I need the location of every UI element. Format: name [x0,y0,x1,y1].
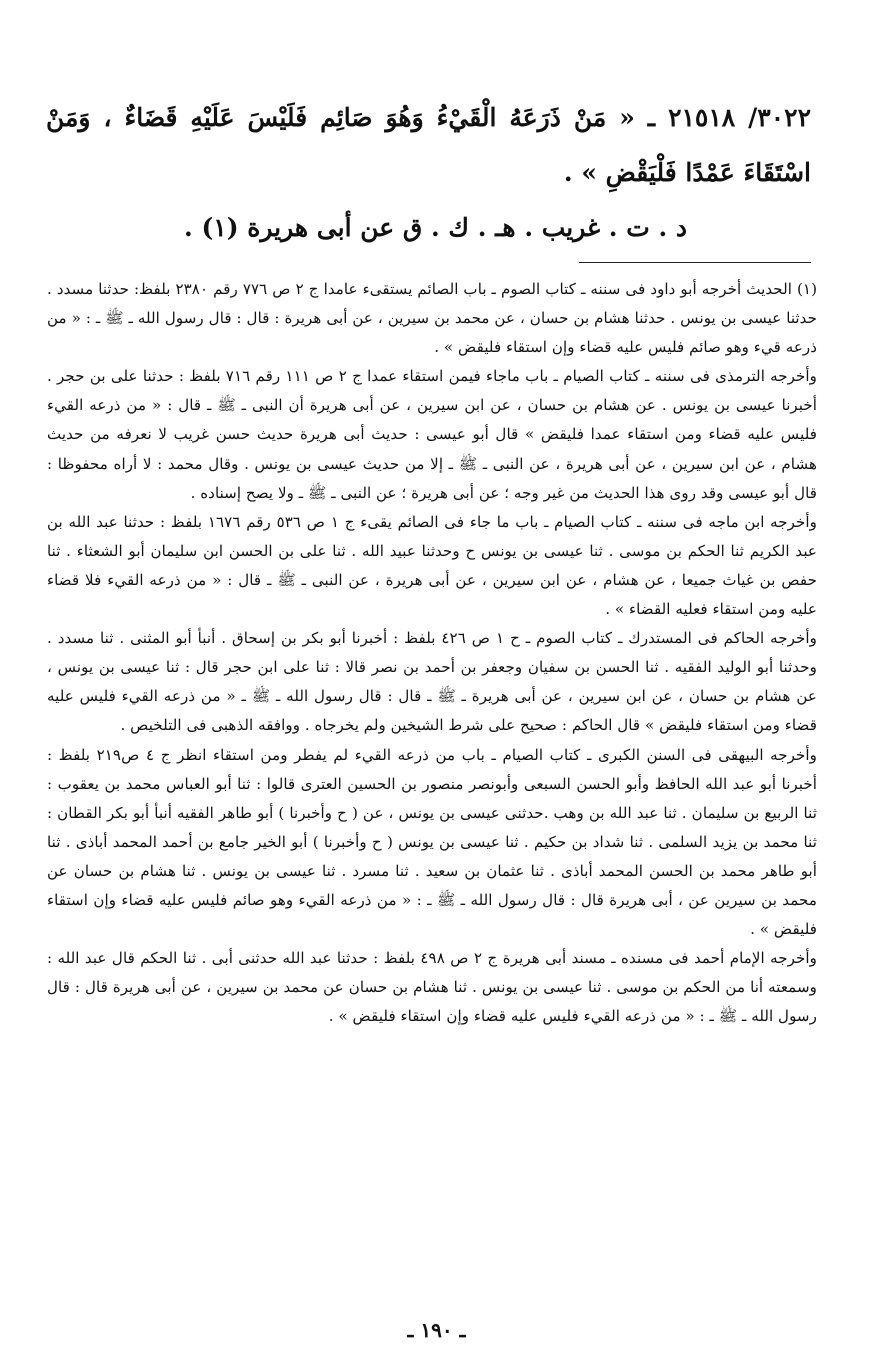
hadith-attribution: د . ت . غريب . هـ . ك . ق عن أبى هريرة (١) . [184,213,687,242]
hadith-block [46,90,811,255]
footnote-paragraph: وأخرجه الترمذى فى سننه ـ كتاب الصيام ـ باب ماجاء فيمن استقاء عمدا ج ٢ ص ١١١ رقم ٧١٦ بلفظ : حدثنا على بن حجر . أخبرنا عيسى بن يونس . عن هشام بن حسان ، عن ابن سيرين ، عن أبى هريرة أن النبى ـ ﷺ ـ قال : « من ذرعه القيء فليس عليه قضاء ومن استقاء عمدا فليقض » قال أبو عيسى : حديث أبى هريرة حديث حسن غريب لا نعرفه من حديث هشام ، عن ابن سيرين ، عن أبى هريرة ، عن النبى ـ ﷺ ـ إلا من حديث عيسى بن يونس . وقال محمد : لا أراه محفوظا : قال أبو عيسى وقد روى هذا الحديث من غير وجه ؛ عن أبى هريرة ؛ عن النبى ـ ﷺ ـ ولا يصح إسناده . [47,367,817,502]
footnote-paragraph: وأخرجه ابن ماجه فى سننه ـ كتاب الصيام ـ باب ما جاء فى الصائم يقىء ج ١ ص ٥٣٦ رقم ١٦٧٦ بلفظ : حدثنا عبد الله بن عبد الكريم ثنا الحكم بن موسى . ثنا عيسى بن يونس ح وحدثنا عبيد الله . ثنا على بن الحسن ابن سليمان أبو الشعثاء . ثنا حفص بن غياث جميعا ، عن هشام ، عن ابن سيرين ، عن أبى هريرة ، عن النبى ـ ﷺ ـ قال : « من ذرعه القيء فلا قضاء عليه ومن استقاء فعليه القضاء » . [47,512,817,619]
footnote-paragraph: (١) الحديث أخرجه أبو داود فى سننه ـ كتاب الصوم ـ باب الصائم يستقىء عامدا ج ٢ ص ٧٧٦ رقم ٢٣٨٠ بلفظ: حدثنا مسدد . حدثنا عيسى بن يونس . حدثنا هشام بن حسان ، عن محمد بن سيرين ، عن أبى هريرة : قال : قال رسول الله ـ ﷺ ـ : « من ذرعه قيء وهو صائم فليس عليه قضاء وإن استقاء فليقض » . [47,280,817,357]
footnote-paragraph: وأخرجه البيهقى فى السنن الكبرى ـ كتاب الصيام ـ باب من ذرعه القيء لم يفطر ومن استقاء انظر ج ٤ ص٢١٩ بلفظ : أخبرنا أبو عبد الله الحافظ وأبو الحسن السبعى وأبونصر منصور بن الحسين العترى قالوا : ثنا أبو العباس محمد بن يعقوب : ثنا الربيع بن سليمان . ثنا عبد الله بن وهب .حدثنى عيسى بن يونس ، عن ( ح وأخبرنا ) أبو طاهر الفقيه أنبأ أبو بكر القطان : ثنا محمد بن يزيد السلمى . ثنا شداد بن حكيم . ثنا عيسى بن يونس ( ح وأخبرنا ) أبو الخير جامع بن أحمد المحمد أباذى . ثنا أبو طاهر محمد بن الحسن المحمد أباذى . ثنا عثمان بن سعيد . ثنا مسرد . ثنا عيسى بن يونس . ثنا هشام بن حسان عن محمد بن سيرين عن ، أبى هريرة قال : قال رسول الله ـ ﷺ ـ : « من ذرعه القيء وهو صائم فليس عليه قضاء وإن استقاء فليقض » . [47,745,817,939]
footnote-block [47,275,817,1031]
footnote-divider [579,262,811,263]
footnote-paragraph: وأخرجه الإمام أحمد فى مسنده ـ مسند أبى هريرة ج ٢ ص ٤٩٨ بلفظ : حدثنا عبد الله حدثنى أبى . ثنا الحكم قال عبد الله : وسمعته أنا من الحكم بن موسى . ثنا عيسى بن يونس . ثنا هشام بن حسان عن محمد بن سيرين ، عن أبى هريرة قال : قال رسول الله ـ ﷺ ـ : « من ذرعه القيء فليس عليه قضاء وإن استقاء فليقض » . [47,949,817,1026]
hadith-text: ٣٠٢٢/ ٢١٥١٨ ـ « مَنْ ذَرَعَهُ الْقَيْءُ وَهُوَ صَائِم فَلَيْسَ عَلَيْهِ قَضَاءٌ ، وَمَنْ اسْتَقَاءَ عَمْدًا فَلْيَقْضِ » . [46,103,812,187]
footnote-paragraph: وأخرجه الحاكم فى المستدرك ـ كتاب الصوم ـ ح ١ ص ٤٢٦ بلفظ : أخبرنا أبو بكر بن إسحاق . أنبأ أبو المثنى . ثنا مسدد . وحدثنا أبو الوليد الفقيه . ثنا الحسن بن سفيان وجعفر بن أحمد بن نصر قالا : ثنا على ابن حجر قال : ثنا عيسى بن يونس ، عن هشام بن حسان ، عن ابن سيرين ، عن أبى هريرة ـ ﷺ ـ قال : قال رسول الله ـ ﷺ ـ « من ذرعه القيء فليس عليه قضاء ومن استقاء فليقض » قال الحاكم : صحيح على شرط الشيخين ولم يخرجاه . ووافقه الذهبى فى التلخيص . [47,629,817,735]
page-number: ـ ١٩٠ ـ [407,1318,466,1342]
